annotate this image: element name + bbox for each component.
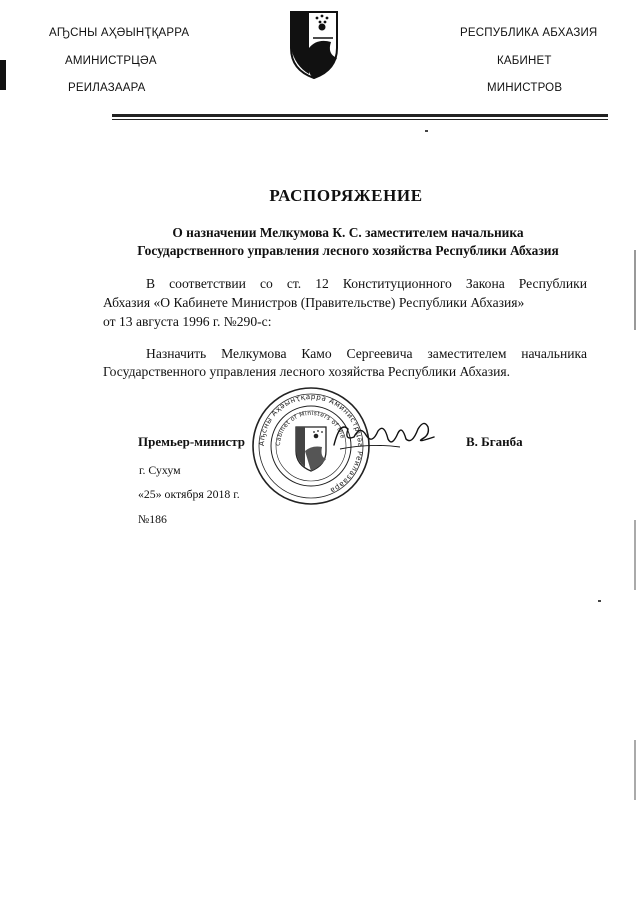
scan-speck xyxy=(425,130,428,132)
scan-edge-mark xyxy=(634,250,636,330)
document-number: №186 xyxy=(138,512,167,526)
scan-edge-mark xyxy=(634,740,636,800)
document-city: г. Сухум xyxy=(139,463,181,477)
header-left-line1: АҦСНЫ АҲӘЫНҬҚАРРА xyxy=(49,27,190,39)
handwritten-signature-icon xyxy=(330,415,440,457)
document-title: РАСПОРЯЖЕНИЕ xyxy=(269,186,423,205)
subtitle-line1: О назначении Мелкумова К. С. заместителем начальника xyxy=(172,225,524,240)
header-right-line1: РЕСПУБЛИКА АБХАЗИЯ xyxy=(460,27,598,39)
seal-outer-text: Аҧсны Аҳәынҭқарра Аминистрцәа Реилазаара xyxy=(256,391,366,496)
header-rule-thin xyxy=(112,119,608,120)
scan-edge-mark xyxy=(0,60,6,90)
para1-line1: В соответствии со ст. 12 Конституционного Закона Республики xyxy=(146,276,587,291)
coat-of-arms-icon xyxy=(287,8,341,80)
header-right-line3: МИНИСТРОВ xyxy=(487,82,563,94)
seal-inner-text: Cabinet of Ministers of the xyxy=(274,409,347,447)
document-date: «25» октября 2018 г. xyxy=(138,487,240,501)
scan-edge-mark xyxy=(634,520,636,590)
para2-line2: Государственного управления лесного хозяйства Республики Абхазия. xyxy=(103,364,511,379)
para1-line2: Абхазия «О Кабинете Министров (Правительстве) Республики Абхазия» xyxy=(103,295,525,310)
header-right-line2: КАБИНЕТ xyxy=(497,55,552,67)
header-left-line2: АМИНИСТРЦӘА xyxy=(65,55,157,67)
para2-line1: Назначить Мелкумова Камо Сергеевича заместителем начальника xyxy=(146,346,587,361)
signatory-position: Премьер-министр xyxy=(138,434,246,449)
scan-speck xyxy=(598,600,601,602)
header-left-line3: РЕИЛАЗААРА xyxy=(68,82,146,94)
subtitle-line2: Государственного управления лесного хозяйства Республики Абхазия xyxy=(137,243,559,258)
para1-line3: от 13 августа 1996 г. №290-с: xyxy=(103,314,272,329)
signatory-name: В. Бганба xyxy=(466,434,523,449)
header-rule-thick xyxy=(112,114,608,117)
